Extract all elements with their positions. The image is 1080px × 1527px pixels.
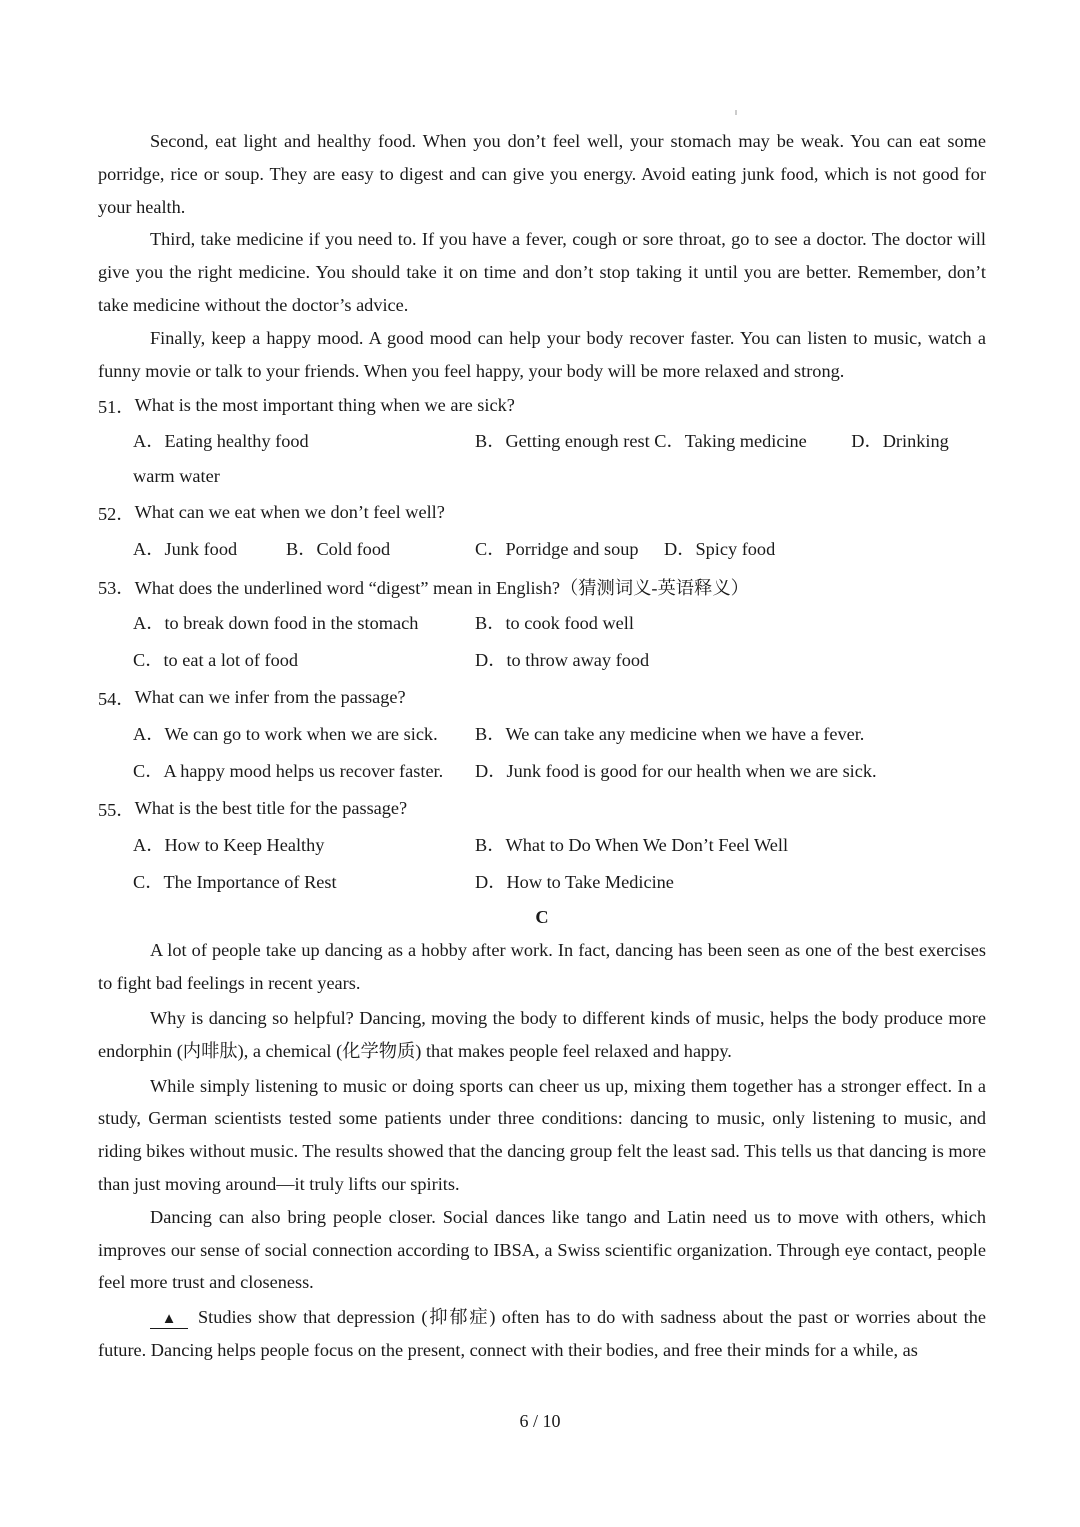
options-52 xyxy=(133,531,986,568)
scan-speck xyxy=(735,110,737,115)
question-text: What can we infer from the passage? xyxy=(134,687,406,708)
option-b: B．to cook food well xyxy=(475,613,634,634)
question-number: 53． xyxy=(98,577,135,598)
question-number: 55． xyxy=(98,799,135,820)
question-text: What can we eat when we don’t feel well? xyxy=(134,502,445,523)
option-a: A．We can go to work when we are sick. xyxy=(133,724,438,745)
option-d: D．Junk food is good for our health when we are sick. xyxy=(475,761,877,782)
option-c: C．Porridge and soup xyxy=(475,539,639,560)
question-text: What is the most important thing when we are sick? xyxy=(134,395,515,416)
question-number: 54． xyxy=(98,688,135,709)
option-b: B．Getting enough rest xyxy=(475,431,650,452)
passage-paragraph: Second, eat light and healthy food. When you don’t feel well, your stomach may be weak. You can eat some porridge, rice or soup. They are easy to digest and can give you energy. Avoid eating junk food, which is not good for your health. xyxy=(98,131,986,217)
question-text: What does the underlined word “digest” mean in English?（猜测词义-英语释义） xyxy=(134,577,749,598)
passage-paragraph: While simply listening to music or doing sports can cheer us up, mixing them together has a stronger effect. In a study, German scientists tested some patients under three conditions: dancing to music, only listening to music, and riding bikes without music. The results showed that the dancing group felt the least sad. This tells us that dancing is more than just moving around—it truly lifts our spirits. xyxy=(98,1075,986,1194)
options-53-row2 xyxy=(133,642,986,679)
option-b: B．What to Do When We Don’t Feel Well xyxy=(475,835,789,856)
passage-paragraph: Why is dancing so helpful? Dancing, moving the body to different kinds of music, helps the body produce more endorphin (内啡肽), a chemical (化学物质) that makes people feel relaxed and happy. xyxy=(98,1007,986,1061)
question-number: 52． xyxy=(98,503,135,524)
passage-paragraph: A lot of people take up dancing as a hobby after work. In fact, dancing has been seen as one of the best exercises to fight bad feelings in recent years. xyxy=(98,940,986,994)
option-c: C．to eat a lot of food xyxy=(133,650,299,671)
option-a: A．to break down food in the stomach xyxy=(133,613,419,634)
passage-paragraph: Third, take medicine if you need to. If you have a fever, cough or sore throat, go to see a doctor. The doctor will give you the right medicine. You should take it on time and don’t stop taking it until you are better. Remember, don’t take medicine without the doctor’s advice. xyxy=(98,229,986,315)
question-number: 51． xyxy=(98,396,135,417)
question-text: What is the best title for the passage? xyxy=(134,798,408,819)
option-a: A．How to Keep Healthy xyxy=(133,835,325,856)
options-54-row2 xyxy=(133,753,986,790)
passage-paragraph: Finally, keep a happy mood. A good mood can help your body recover faster. You can listen to music, watch a funny movie or talk to your friends. When you feel happy, your body will be more relaxed and strong. xyxy=(98,327,986,381)
question-54 xyxy=(98,679,986,716)
option-d: D．Drinking warm water xyxy=(133,431,949,487)
option-a: A．Eating healthy food xyxy=(133,431,309,452)
question-55 xyxy=(98,790,986,827)
option-b: B．We can take any medicine when we have a fever. xyxy=(475,724,865,745)
option-d: D．How to Take Medicine xyxy=(475,872,674,893)
paragraph-text: Studies show that depression (抑郁症) often has to do with sadness about the past or worries about the future. Dancing helps people focus on the present, connect with their bodies, and free their minds for a while, as xyxy=(98,1307,986,1360)
page-number: 6 / 10 xyxy=(519,1411,561,1431)
answer-blank[interactable]: ▲ xyxy=(150,1310,188,1329)
option-c: C．A happy mood helps us recover faster. xyxy=(133,761,444,782)
options-51 xyxy=(133,424,986,494)
question-53 xyxy=(98,568,986,605)
exam-page xyxy=(98,125,986,1367)
passage-paragraph: Dancing can also bring people closer. Social dances like tango and Latin need us to move with others, which improves our sense of social connection according to IBSA, a Swiss scientific organization. Through eye contact, people feel more trust and closeness. xyxy=(98,1206,986,1293)
options-54-row1 xyxy=(133,716,986,753)
section-heading: C xyxy=(535,907,549,928)
question-52 xyxy=(98,494,986,531)
option-b: B．Cold food xyxy=(286,539,391,560)
options-55-row1 xyxy=(133,827,986,864)
option-a: A．Junk food xyxy=(133,539,238,560)
options-55-row2 xyxy=(133,864,986,901)
option-c: C．Taking medicine xyxy=(654,431,807,452)
question-51 xyxy=(98,387,986,424)
option-d: D．Spicy food xyxy=(664,539,776,560)
options-53-row1 xyxy=(133,605,986,642)
passage-paragraph-with-blank xyxy=(98,1301,986,1367)
option-d: D．to throw away food xyxy=(475,650,650,671)
option-c: C．The Importance of Rest xyxy=(133,872,337,893)
